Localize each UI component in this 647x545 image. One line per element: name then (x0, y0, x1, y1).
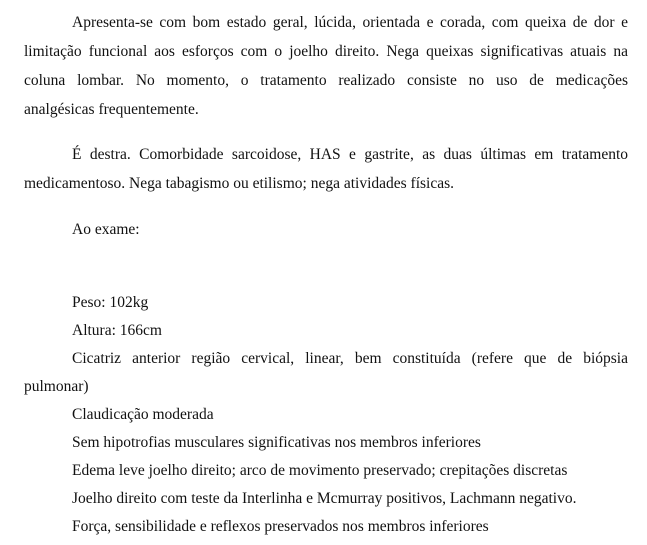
exam-item-hypotrophy: Sem hipotrofias musculares significativas nos membros inferiores (72, 434, 481, 451)
paragraph-line: coluna lombar. No momento, o tratamento realizado consiste no uso de medicações (24, 72, 628, 89)
exam-heading: Ao exame: (72, 221, 140, 238)
exam-item-scar-line: Cicatriz anterior região cervical, linear, bem constituída (refere que de biópsia (72, 350, 628, 367)
document-page (24, 8, 628, 541)
paragraph-history (24, 140, 628, 198)
paragraph-clinical-status (24, 8, 628, 124)
paragraph-line: limitação funcional aos esforços com o joelho direito. Nega queixas significativas atuais na (24, 43, 628, 60)
exam-item-weight: Peso: 102kg (72, 294, 149, 311)
exam-list (24, 289, 628, 541)
paragraph-line: É destra. Comorbidade sarcoidose, HAS e gastrite, as duas últimas em tratamento (72, 146, 628, 163)
section-spacer (24, 244, 628, 289)
paragraph-line: analgésicas frequentemente. (24, 101, 199, 118)
paragraph-line: Apresenta-se com bom estado geral, lúcida, orientada e corada, com queixa de dor e (72, 14, 628, 31)
exam-item-knee-tests: Joelho direito com teste da Interlinha e Mcmurray positivos, Lachmann negativo. (72, 490, 577, 507)
exam-item-neuro: Força, sensibilidade e reflexos preservados nos membros inferiores (72, 518, 489, 535)
exam-item-height: Altura: 166cm (72, 322, 162, 339)
paragraph-line: medicamentoso. Nega tabagismo ou etilismo; nega atividades físicas. (24, 175, 455, 192)
paragraph-spacer (24, 198, 628, 215)
paragraph-spacer (24, 124, 628, 140)
exam-item-claudication: Claudicação moderada (72, 406, 214, 423)
exam-item-scar-continuation: pulmonar) (24, 378, 89, 395)
exam-item-scar (24, 345, 628, 401)
exam-item-edema: Edema leve joelho direito; arco de movimento preservado; crepitações discretas (72, 462, 568, 479)
